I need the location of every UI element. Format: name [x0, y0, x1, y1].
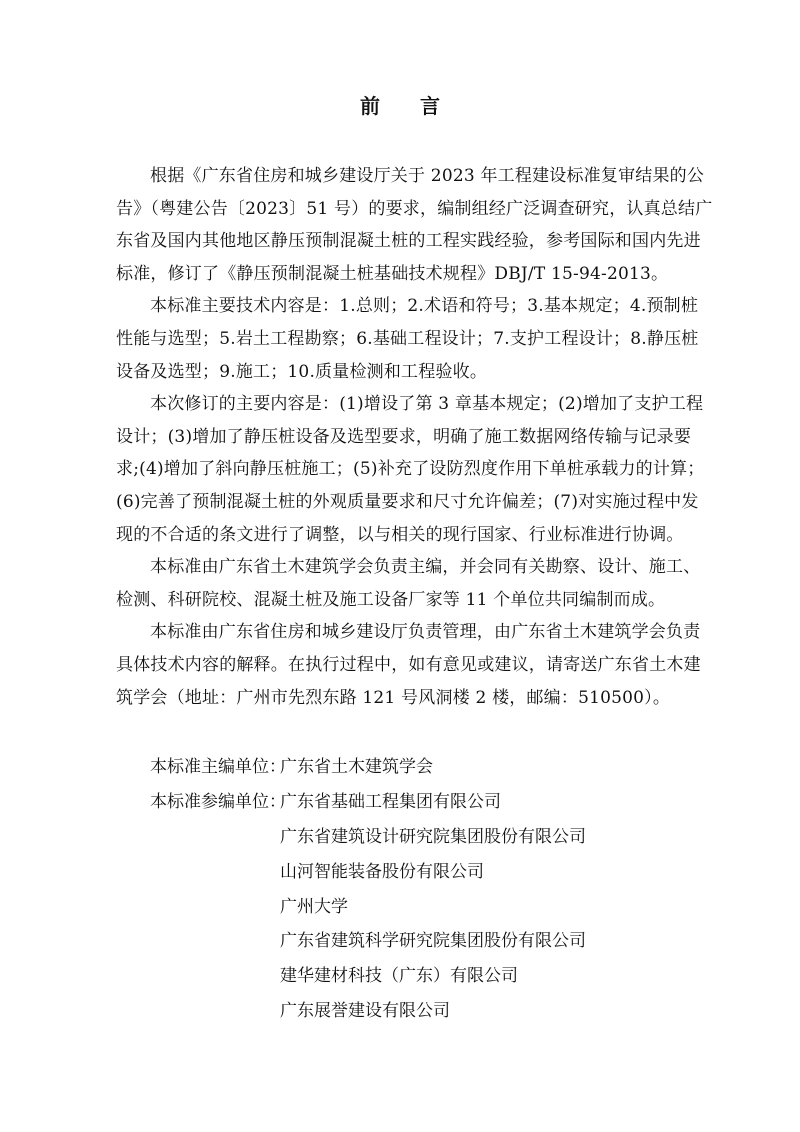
paragraph-line: 性能与选型；5.岩土工程勘察；6.基础工程设计；7.支护工程设计；8.静压桩 [116, 328, 699, 349]
paragraph-line: 根据《广东省住房和城乡建设厅关于 2023 年工程建设标准复审结果的公 [150, 166, 705, 186]
paragraph [116, 290, 699, 388]
units-list [150, 750, 710, 1029]
paragraph [116, 160, 713, 290]
participating-unit-name: 建华建材科技（广东）有限公司 [280, 966, 518, 987]
paragraph-line: 检测、科研院校、混凝土桩及施工设备厂家等 11 个单位共同编制而成。 [116, 589, 666, 610]
participating-unit-name: 广州大学 [280, 896, 348, 917]
paragraph-line: 筑学会（地址：广州市先烈东路 121 号风洞楼 2 楼，邮编：510500）。 [116, 687, 671, 708]
participating-unit-name: 广东展誉建设有限公司 [280, 1001, 450, 1022]
paragraph-line: 东省及国内其他地区静压预制混凝土桩的工程实践经验，参考国际和国内先进 [116, 231, 701, 252]
paragraph-line: 设计；(3)增加了静压桩设备及选型要求，明确了施工数据网络传输与记录要 [116, 426, 692, 447]
preface-body [116, 160, 713, 714]
paragraph [116, 388, 705, 551]
paragraph-line: 设备及选型；9.施工；10.质量检测和工程验收。 [116, 361, 488, 382]
participating-unit-name: 山河智能装备股份有限公司 [280, 861, 484, 882]
paragraph-line: 本标准由广东省住房和城乡建设厅负责管理，由广东省土木建筑学会负责 [150, 622, 701, 643]
participating-unit-label: 本标准参编单位： [150, 791, 286, 812]
paragraph [116, 616, 701, 714]
participating-unit-name: 广东省基础工程集团有限公司 [280, 791, 501, 812]
paragraph-line: 本标准由广东省土木建筑学会负责主编，并会同有关勘察、设计、施工、 [150, 557, 701, 578]
page-title: 前言 [360, 94, 480, 118]
paragraph-line: 具体技术内容的解释。在执行过程中，如有意见或建议，请寄送广东省土木建 [116, 654, 701, 675]
participating-unit-line [150, 785, 710, 820]
participating-unit-name: 广东省建筑科学研究院集团股份有限公司 [280, 931, 586, 952]
paragraph-line: 求;(4)增加了斜向静压桩施工；(5)补充了设防烈度作用下单桩承载力的计算； [116, 459, 705, 480]
paragraph-line: 本标准主要技术内容是：1.总则；2.术语和符号；3.基本规定；4.预制桩 [150, 296, 699, 317]
paragraph-line: 告》（粤建公告〔2023〕51 号）的要求，编制组经广泛调查研究，认真总结广 [116, 198, 713, 219]
paragraph [116, 551, 701, 616]
chief-unit-line [150, 750, 710, 785]
chief-unit-name: 广东省土木建筑学会 [280, 757, 433, 777]
paragraph-line: 标准，修订了《静压预制混凝土桩基础技术规程》DBJ/T 15-94-2013。 [116, 263, 669, 284]
paragraph-line: 本次修订的主要内容是：(1)增设了第 3 章基本规定；(2)增加了支护工程 [150, 394, 704, 415]
paragraph-line: (6)完善了预制混凝土桩的外观质量要求和尺寸允许偏差；(7)对实施过程中发 [116, 491, 699, 512]
paragraph-line: 现的不合适的条文进行了调整，以与相关的现行国家、行业标准进行协调。 [116, 524, 684, 545]
participating-unit-name: 广东省建筑设计研究院集团股份有限公司 [280, 826, 586, 847]
chief-unit-label: 本标准主编单位： [150, 757, 286, 777]
